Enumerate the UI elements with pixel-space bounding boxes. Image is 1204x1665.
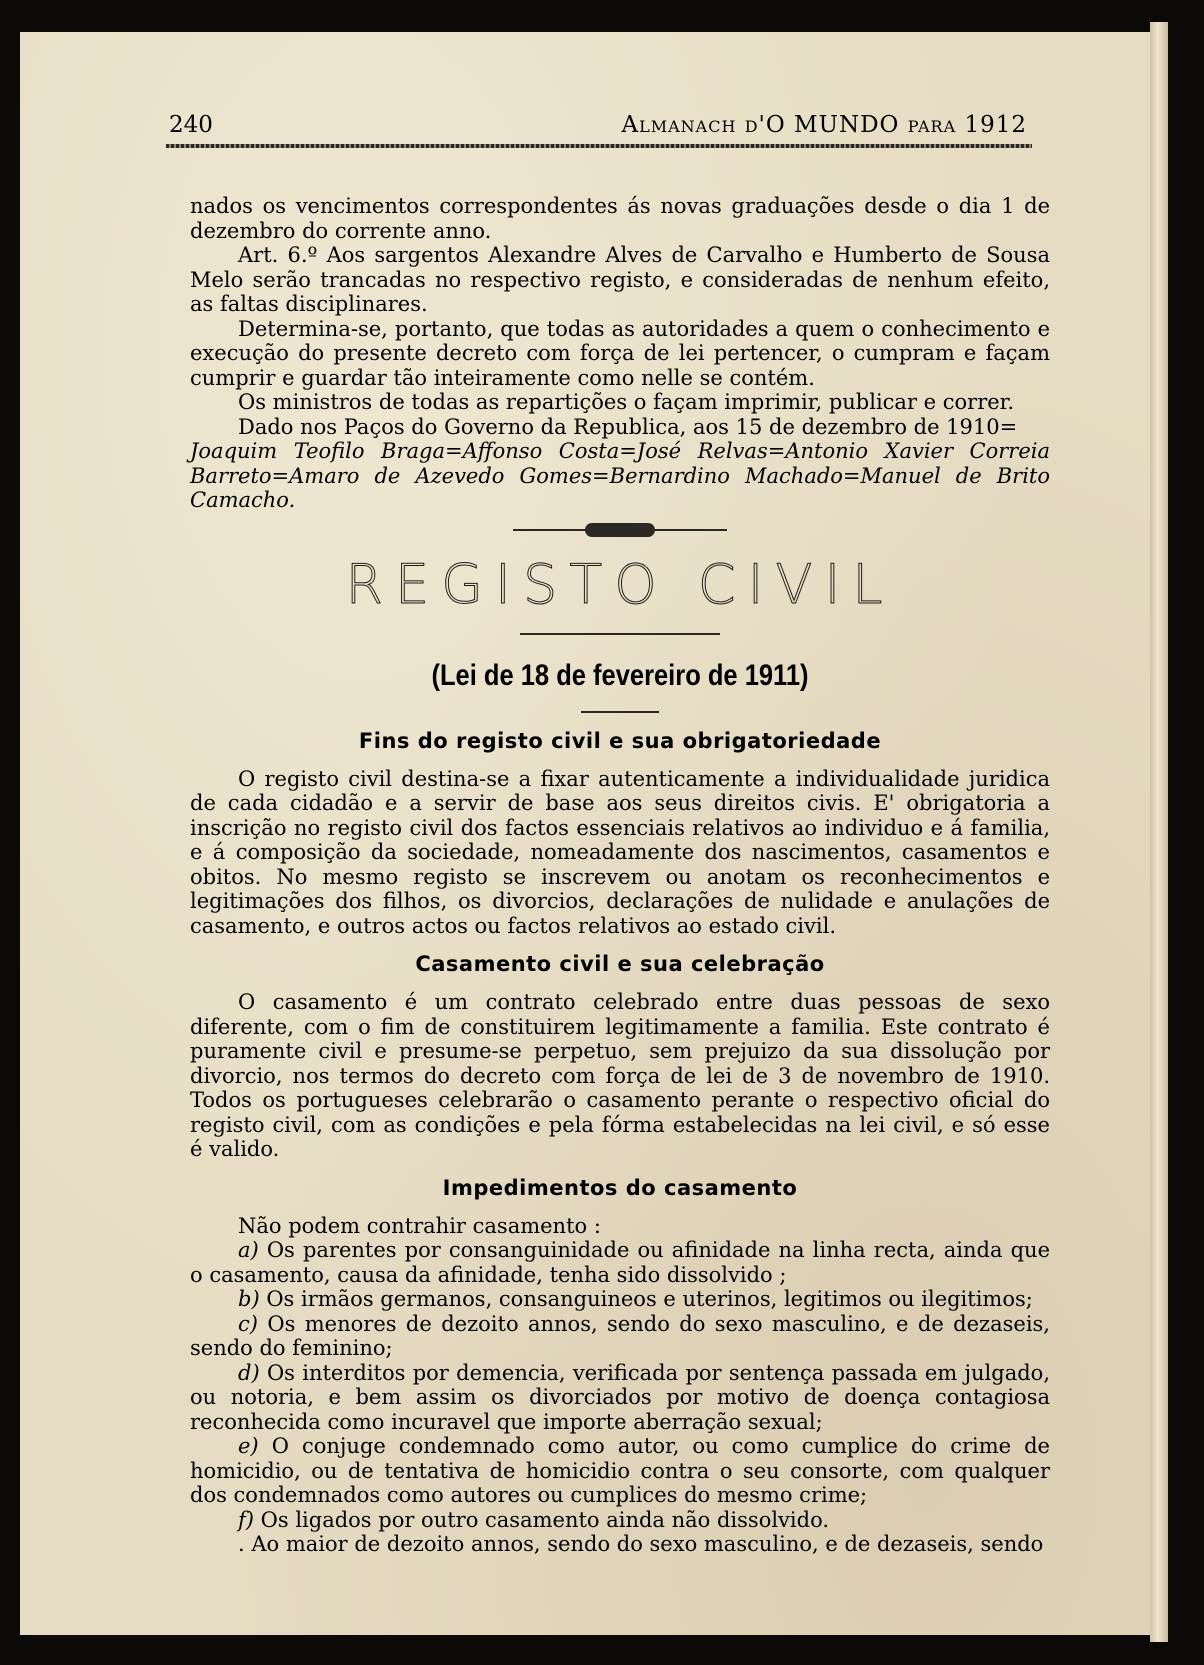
intro-paragraph-5: Dado nos Paços do Governo da Republica, aos 15 de dezembro de 1910= [238,414,1018,439]
heading-impedimentos: Impedimentos do casamento [442,1175,798,1200]
page-number: 240 [169,112,213,138]
book-spine [1150,22,1170,1642]
ornament-divider [513,523,727,537]
final-line: . Ao maior de dezoito annos, sendo do sexo masculino, e de dezaseis, sendo [238,1532,1044,1556]
title-rule [520,633,720,635]
running-title: Almanach d'O MUNDO para 1912 [621,112,1027,138]
intro-paragraph-2: Art. 6.º Aos sargentos Alexandre Alves de Carvalho e Humberto de Sousa Melo serão trancadas no respectivo registo, e consideradas de nenhum efeito, as faltas disciplinares. [190,243,1050,316]
paragraph-casamento: O casamento é um contrato celebrado entre duas pessoas de sexo diferente, com o fim de constituirem legitimamente a familia. Este contrato é puramente civil e presume-se perpetuo, sem prejuizo da sua dissolução por divorcio, nos termos do decreto com força de lei de 3 de novembro de 1910. Todos os portugueses celebrarão o casamento perante o respectivo oficial do registo civil, com as condições e pela fórma estabelecidas na lei civil, e só esse é valido. [190,990,1050,1161]
paragraph-fins: O registo civil destina-se a fixar autenticamente a individualidade juridica de cada cidadão e a servir de base aos seus direitos civis. E' obrigatoria a inscrição no registo civil dos factos essenciais relativos ao individuo e á familia, e á composição da sociedade, nomeadamente dos nascimentos, casamentos e obitos. No mesmo registo se inscrevem ou anotam os reconhecimentos e legitimações dos filhos, os divorcios, declarações de nulidade e anulações de casamento, e outros actos ou factos relativos ao estado civil. [190,766,1050,938]
heading-casamento: Casamento civil e sua celebração [415,952,825,976]
intro-paragraph-1: nados os vencimentos correspondentes ás novas graduações desde o dia 1 de dezembro do corrente anno. [190,194,1050,243]
page-edge-shadow [1168,0,1204,1665]
impedimentos-intro: Não podem contrahir casamento : [238,1213,601,1238]
list-item: f) Os ligados por outro casamento ainda não dissolvido. [238,1507,830,1532]
section-title: REGISTO CIVIL [345,552,895,616]
header-rule [166,144,1032,148]
law-subtitle: (Lei de 18 de fevereiro de 1911) [431,658,809,692]
subtitle-rule [581,711,659,713]
list-item: c) Os menores de dezoito annos, sendo do sexo masculino, e de dezaseis, sendo do feminino; [190,1311,1050,1360]
list-item: d) Os interditos por demencia, verificada por sentença passada em julgado, ou notoria, e bem assim os divorciados por motivo de doença contagiosa reconhecida como incuravel que importe aberração sexual; [190,1360,1050,1434]
list-item: e) O conjuge condemnado como autor, ou como cumplice do crime de homicidio, ou de tentativa de homicidio contra o seu consorte, com qualquer dos condemnados como autores ou cumplices do mesmo crime; [190,1434,1050,1507]
intro-paragraph-4: Os ministros de todas as repartições o façam imprimir, publicar e correr. [238,390,1015,414]
list-item: a) Os parentes por consanguinidade ou afinidade na linha recta, ainda que o casamento, causa da afinidade, tenha sido dissolvido ; [190,1238,1050,1287]
intro-paragraph-3: Determina-se, portanto, que todas as autoridades a quem o conhecimento e execução do presente decreto com força de lei pertencer, o cumpram e façam cumprir e guardar tão inteiramente como nelle se contém. [190,316,1050,390]
list-item: b) Os irmãos germanos, consanguineos e uterinos, legitimos ou ilegitimos; [238,1287,1033,1311]
page-body [190,194,1050,1557]
signatures: Joaquim Teofilo Braga=Affonso Costa=José Relvas=Antonio Xavier Correia Barreto=Amaro de Azevedo Gomes=Bernardino Machado=Manuel de Brito Camacho. [190,439,1050,512]
running-header [169,112,1029,142]
heading-fins: Fins do registo civil e sua obrigatoriedade [358,728,882,753]
